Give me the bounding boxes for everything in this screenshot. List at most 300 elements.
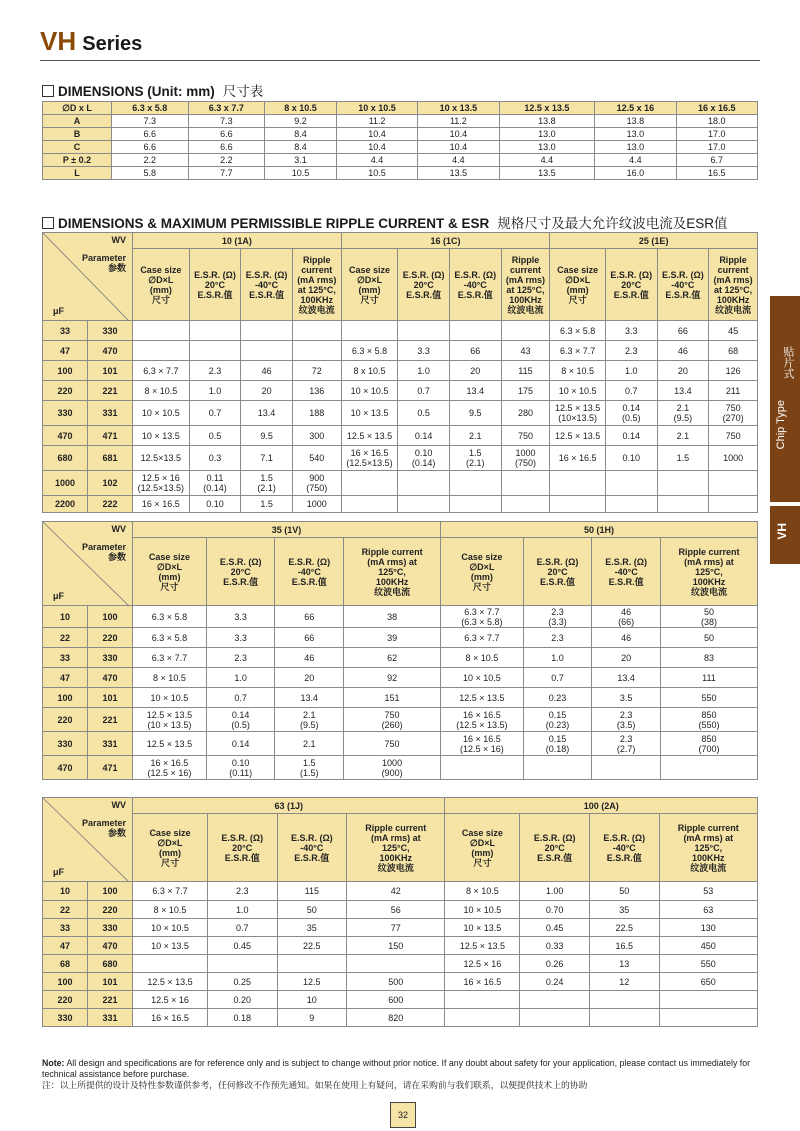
spec-cell xyxy=(398,381,450,401)
parameter-cn: 参数 xyxy=(107,828,126,838)
spec-cell xyxy=(501,401,550,426)
cell-line: (9.5) xyxy=(300,719,319,730)
cell-line: 136 xyxy=(309,385,325,396)
header-line: Ripple current xyxy=(365,822,427,833)
page-number: 32 xyxy=(390,1102,416,1128)
dim-cell: 2.2 xyxy=(112,154,189,167)
spec-cell xyxy=(206,688,275,708)
header-line: -40°C xyxy=(612,842,636,853)
cell-line: 10 × 10.5 xyxy=(463,904,502,915)
note-english: All design and specifications are for reference only and is subject to change without prior notice. If any doubt about safety for your application, please contact us immediately for technical assistance before purchase. xyxy=(42,1058,751,1079)
cell-line: 22.5 xyxy=(615,922,634,933)
empty-cell xyxy=(398,496,450,513)
header-line: Case size xyxy=(349,264,391,275)
cell-line: 0.18 xyxy=(233,1012,251,1023)
spec-cell xyxy=(206,606,275,628)
dim-cell: 6.6 xyxy=(188,141,265,154)
capacitance-row xyxy=(43,668,758,688)
empty-cell xyxy=(449,321,501,341)
dim-cell: 4.4 xyxy=(336,154,417,167)
header-line: 20°C xyxy=(547,566,568,577)
spec-cell xyxy=(347,882,445,901)
capacitance-row xyxy=(43,321,758,341)
empty-cell xyxy=(659,1009,757,1027)
voltage-group-row xyxy=(43,798,758,814)
capacitance-code: 681 xyxy=(88,446,133,471)
spec-cell xyxy=(207,1009,277,1027)
cell-line: 600 xyxy=(388,994,404,1005)
capacitance-code: 221 xyxy=(88,381,133,401)
spec-cell xyxy=(133,919,208,937)
spec-cell xyxy=(657,381,709,401)
ripple-current-header xyxy=(709,249,758,321)
empty-cell xyxy=(189,341,241,361)
spec-cell xyxy=(550,361,606,381)
esr-20c-header xyxy=(206,538,275,606)
cell-line: 56 xyxy=(390,904,401,915)
cell-line: 16 × 16.5 xyxy=(350,448,389,458)
cell-line: 1.0 xyxy=(234,672,247,683)
spec-cell xyxy=(592,628,661,648)
cell-line: 550 xyxy=(700,958,716,969)
spec-cell xyxy=(605,381,657,401)
header-line: Ripple current xyxy=(678,546,740,557)
cell-line: 50 xyxy=(703,606,714,617)
dim-row xyxy=(43,167,758,180)
spec-cell xyxy=(133,496,190,513)
spec-cell xyxy=(344,732,441,756)
cell-line: 0.45 xyxy=(545,922,564,933)
spec-cell xyxy=(550,321,606,341)
header-line: ∅D×L xyxy=(157,837,183,848)
cell-line: 12.5 × 13.5 xyxy=(147,976,193,987)
header-line: E.S.R. (Ω) xyxy=(605,556,647,567)
ripple-title: DIMENSIONS & MAXIMUM PERMISSIBLE RIPPLE CURRENT & ESR xyxy=(58,216,490,231)
cell-line: 1.0 xyxy=(551,652,564,663)
header-line: 20°C xyxy=(232,842,253,853)
cell-line: 8 × 10.5 xyxy=(466,886,499,896)
header-line: 100KHz xyxy=(692,576,726,587)
header-line: E.S.R. (Ω) xyxy=(454,269,497,280)
spec-cell xyxy=(441,732,524,756)
cell-line: 22.5 xyxy=(303,940,321,951)
header-line: E.S.R.值 xyxy=(223,576,259,587)
header-line: current xyxy=(301,264,333,275)
cell-line: 111 xyxy=(702,672,716,683)
spec-cell xyxy=(501,446,550,471)
cell-line: 0.14 xyxy=(622,403,640,413)
spec-cell xyxy=(241,471,293,496)
empty-cell xyxy=(605,471,657,496)
cell-line: 20 xyxy=(677,365,688,376)
cell-line: 2.3 xyxy=(208,365,222,376)
dim-cell: 6.6 xyxy=(112,141,189,154)
spec-cell xyxy=(441,688,524,708)
capacitance-code: 220 xyxy=(88,901,133,919)
header-line: Case size xyxy=(149,827,191,838)
parameter-corner-cell xyxy=(43,798,133,882)
cell-line: 6.3 × 5.8 xyxy=(351,345,388,356)
spec-cell xyxy=(657,321,709,341)
cell-line: 16 × 16.5 xyxy=(463,976,502,987)
header-line: 100KHz xyxy=(300,294,334,305)
header-line: ∅D×L xyxy=(156,561,182,572)
case-size-header xyxy=(441,538,524,606)
capacitance-uf: 100 xyxy=(43,688,88,708)
capacitance-uf: 220 xyxy=(43,991,88,1009)
cell-line: 9.5 xyxy=(260,430,273,441)
parameter-label xyxy=(82,253,126,273)
cell-line: 12 xyxy=(619,976,630,987)
cell-line: 6.3 × 7.7 xyxy=(151,652,188,663)
cell-line: 1000 xyxy=(723,453,744,463)
header-line: E.S.R.值 xyxy=(540,576,576,587)
dim-cell: 7.7 xyxy=(188,167,265,180)
cell-line: 0.7 xyxy=(624,385,638,396)
voltage-group-row xyxy=(43,233,758,249)
parameter-label xyxy=(82,542,126,562)
capacitance-uf: 10 xyxy=(43,882,88,901)
capacitance-row xyxy=(43,937,758,955)
parameter-corner-cell xyxy=(43,522,133,606)
series-code: VH xyxy=(40,26,77,56)
cell-line: (700) xyxy=(698,743,720,754)
header-line: at 125°C, xyxy=(297,284,336,295)
spec-cell xyxy=(657,426,709,446)
spec-cell xyxy=(501,426,550,446)
cell-line: 1000 xyxy=(306,499,327,509)
spec-cell xyxy=(605,341,657,361)
cell-line: 300 xyxy=(309,430,325,441)
cell-line: 16 × 16.5 xyxy=(151,1012,189,1023)
dim-cell: 13.5 xyxy=(418,167,499,180)
header-line: 20°C xyxy=(204,279,226,290)
cell-line: 46 xyxy=(261,365,272,376)
capacitance-uf: 47 xyxy=(43,341,88,361)
capacitance-uf: 680 xyxy=(43,446,88,471)
dim-cell: 13.0 xyxy=(499,141,595,154)
cell-line: 10 × 13.5 xyxy=(151,940,189,951)
header-line: 20°C xyxy=(413,279,434,290)
spec-cell xyxy=(133,606,207,628)
header-line: E.S.R.值 xyxy=(457,289,493,300)
spec-cell xyxy=(277,973,347,991)
dim-col-header: 16 x 16.5 xyxy=(676,102,757,115)
capacitance-code: 470 xyxy=(88,341,133,361)
cell-line: 12.5 × 13.5 xyxy=(146,709,193,720)
header-line: 尺寸 xyxy=(473,857,492,868)
spec-cell xyxy=(189,361,241,381)
cell-line: 43 xyxy=(520,345,531,356)
spec-cell xyxy=(133,688,207,708)
wv-label: WV xyxy=(111,800,126,810)
dim-cell: 6.6 xyxy=(112,128,189,141)
cell-line: 0.33 xyxy=(545,940,564,951)
dim-cell: 9.2 xyxy=(265,115,337,128)
dim-cell: 2.2 xyxy=(188,154,265,167)
spec-cell xyxy=(398,361,450,381)
capacitance-code: 331 xyxy=(88,732,133,756)
capacitance-uf: 68 xyxy=(43,955,88,973)
header-line: Ripple xyxy=(719,254,747,265)
cell-line: 1.5 xyxy=(260,473,273,483)
capacitance-code: 330 xyxy=(88,648,133,668)
header-line: -40°C xyxy=(300,842,324,853)
header-line: E.S.R. (Ω) xyxy=(603,832,646,843)
ripple-table-63-100v xyxy=(42,797,758,1027)
spec-cell xyxy=(344,708,441,732)
capacitance-row xyxy=(43,919,758,937)
cell-line: 0.23 xyxy=(548,692,567,703)
cell-line: 9 xyxy=(309,1012,315,1023)
cell-line: 6.3 × 7.7 xyxy=(560,345,596,356)
cell-line: 6.3 × 5.8 xyxy=(560,325,596,336)
dim-row-label: B xyxy=(43,128,112,141)
header-line: 125°C, xyxy=(695,566,723,577)
spec-cell xyxy=(277,919,347,937)
column-subheader-row xyxy=(43,249,758,321)
spec-cell xyxy=(277,882,347,901)
cell-line: 2.3 xyxy=(235,886,249,896)
spec-cell xyxy=(206,732,275,756)
cell-line: 0.10 xyxy=(622,453,640,463)
capacitance-code: 100 xyxy=(88,882,133,901)
header-line: 100KHz xyxy=(379,852,413,863)
empty-cell xyxy=(445,991,520,1009)
case-size-header xyxy=(133,538,207,606)
dim-col-header: 12.5 x 13.5 xyxy=(499,102,595,115)
spec-cell xyxy=(550,401,606,426)
spec-cell xyxy=(133,401,190,426)
header-line: E.S.R.值 xyxy=(613,289,649,300)
cell-line: 0.5 xyxy=(208,430,222,441)
header-line: 125°C, xyxy=(694,842,723,853)
cell-line: 2.1 xyxy=(676,403,690,413)
cell-line: 20 xyxy=(261,385,272,396)
header-line: E.S.R. (Ω) xyxy=(610,269,653,280)
header-line: (mA rms) xyxy=(505,274,546,285)
spec-cell xyxy=(341,341,398,361)
spec-cell xyxy=(341,381,398,401)
spec-cell xyxy=(709,321,758,341)
voltage-group-row xyxy=(43,522,758,538)
cell-line: (2.1) xyxy=(466,458,485,468)
cell-line: 0.24 xyxy=(545,976,564,987)
spec-cell xyxy=(592,648,661,668)
cell-line: (2.7) xyxy=(616,743,636,754)
spec-cell xyxy=(449,426,501,446)
cell-line: (12.5 × 16) xyxy=(460,743,504,754)
cell-line: 1.5 xyxy=(303,757,316,768)
dim-cell: 7.3 xyxy=(188,115,265,128)
cell-line: 650 xyxy=(700,976,716,987)
capacitance-uf: 470 xyxy=(43,426,88,446)
cell-line: 0.7 xyxy=(208,408,222,418)
header-line: Case size xyxy=(461,551,503,562)
capacitance-uf: 22 xyxy=(43,628,88,648)
dim-cell: 6.7 xyxy=(676,154,757,167)
dim-cell: 10.4 xyxy=(418,128,499,141)
header-line: 纹波电流 xyxy=(377,862,414,873)
spec-cell xyxy=(398,401,450,426)
header-line: E.S.R.值 xyxy=(606,852,642,863)
cell-line: 1.00 xyxy=(545,886,564,896)
spec-cell xyxy=(520,882,590,901)
cell-line: (0.5) xyxy=(621,413,641,423)
dim-row-label: P ± 0.2 xyxy=(43,154,112,167)
cell-line: 115 xyxy=(518,365,533,376)
dim-header-row xyxy=(43,102,758,115)
chip-type-label-cn: 贴片式 xyxy=(782,346,794,379)
cell-line: (0.14) xyxy=(411,458,436,468)
spec-cell xyxy=(277,901,347,919)
cell-line: 0.14 xyxy=(231,738,250,749)
spec-cell xyxy=(344,668,441,688)
cell-line: 50 xyxy=(703,632,714,643)
empty-cell xyxy=(589,1009,659,1027)
spec-cell xyxy=(275,606,344,628)
spec-cell xyxy=(133,901,208,919)
spec-cell xyxy=(659,937,757,955)
cell-line: 0.45 xyxy=(233,940,251,951)
cell-line: 16 × 16.5 xyxy=(462,709,501,720)
cell-line: 130 xyxy=(700,922,716,933)
header-line: E.S.R.值 xyxy=(406,289,442,300)
dim-cell: 8.4 xyxy=(265,128,337,141)
vh-tab-label: VH xyxy=(775,523,789,540)
header-line: E.S.R. (Ω) xyxy=(221,832,264,843)
spec-cell xyxy=(449,446,501,471)
spec-cell xyxy=(449,401,501,426)
header-line: -40°C xyxy=(614,566,638,577)
dim-row-label: L xyxy=(43,167,112,180)
dimensions-heading xyxy=(42,80,263,100)
cell-line: 750 xyxy=(384,738,400,749)
spec-cell xyxy=(589,937,659,955)
spec-cell xyxy=(660,708,757,732)
spec-cell xyxy=(550,446,606,471)
header-line: E.S.R.值 xyxy=(537,852,573,863)
spec-cell xyxy=(605,361,657,381)
cell-line: (12.5 × 13.5) xyxy=(456,719,508,730)
header-line: Ripple xyxy=(511,254,540,265)
capacitance-row xyxy=(43,401,758,426)
cell-line: 0.7 xyxy=(551,672,564,683)
empty-cell xyxy=(341,471,398,496)
spec-cell xyxy=(189,446,241,471)
spec-cell xyxy=(341,426,398,446)
cell-line: 1000 xyxy=(382,757,403,768)
spec-cell xyxy=(523,668,592,688)
spec-cell xyxy=(292,471,341,496)
dim-cell: 3.1 xyxy=(265,154,337,167)
cell-line: 35 xyxy=(306,922,317,933)
spec-cell xyxy=(501,341,550,361)
spec-cell xyxy=(207,919,277,937)
capacitance-code: 331 xyxy=(88,1009,133,1027)
capacitance-code: 680 xyxy=(88,955,133,973)
empty-cell xyxy=(241,321,293,341)
empty-cell xyxy=(207,955,277,973)
header-line: 尺寸 xyxy=(160,581,179,592)
dimensions-title-cn: 尺寸表 xyxy=(222,84,264,99)
cell-line: 0.26 xyxy=(545,958,564,969)
spec-cell xyxy=(659,955,757,973)
cell-line: (270) xyxy=(722,413,744,423)
dim-cell: 18.0 xyxy=(676,115,757,128)
capacitance-row xyxy=(43,471,758,496)
spec-cell xyxy=(445,955,520,973)
case-size-header xyxy=(341,249,398,321)
header-line: E.S.R.值 xyxy=(224,852,260,863)
cell-line: 0.14 xyxy=(414,430,433,441)
dim-cell: 13.8 xyxy=(595,115,676,128)
parameter-en: Parameter xyxy=(81,818,126,828)
spec-cell xyxy=(241,426,293,446)
header-line: 100KHz xyxy=(509,294,542,305)
note-chinese: 注：以上所提供的设计及特性参数谨供参考，任何修改不作预先通知。如果在使用上有疑问，请在采购前与我们联系，以便提供技术上的协助 xyxy=(42,1080,588,1090)
cell-line: 62 xyxy=(387,652,398,663)
spec-cell xyxy=(133,937,208,955)
spec-cell xyxy=(659,919,757,937)
cell-line: 3.3 xyxy=(624,325,638,336)
voltage-group-header: 10 (1A) xyxy=(133,233,342,249)
empty-cell xyxy=(241,341,293,361)
spec-cell xyxy=(592,688,661,708)
cell-line: 126 xyxy=(725,365,741,376)
spec-cell xyxy=(441,668,524,688)
cell-line: 0.7 xyxy=(417,385,430,396)
cell-line: 12.5 × 16 xyxy=(463,958,502,969)
capacitance-code: 330 xyxy=(88,321,133,341)
cell-line: (0.5) xyxy=(231,719,250,730)
dim-cell: 13.0 xyxy=(595,141,676,154)
cell-line: 3.5 xyxy=(619,692,633,703)
spec-cell xyxy=(241,361,293,381)
spec-cell xyxy=(657,446,709,471)
cell-line: 72 xyxy=(311,365,322,376)
dim-cell: 10.4 xyxy=(336,128,417,141)
dim-corner: ∅D x L xyxy=(43,102,112,115)
spec-cell xyxy=(344,648,441,668)
capacitance-code: 101 xyxy=(88,361,133,381)
ripple-table-10-16-25v xyxy=(42,232,758,513)
spec-cell xyxy=(605,426,657,446)
cell-line: 68 xyxy=(728,345,739,356)
spec-cell xyxy=(709,361,758,381)
cell-line: 2.3 xyxy=(619,709,633,720)
spec-cell xyxy=(347,901,445,919)
spec-cell xyxy=(133,882,208,901)
cell-line: 211 xyxy=(725,385,741,396)
spec-cell xyxy=(501,381,550,401)
cell-line: 850 xyxy=(701,733,717,744)
header-line: E.S.R.值 xyxy=(608,576,644,587)
header-line: Ripple current xyxy=(361,546,423,557)
spec-cell xyxy=(709,426,758,446)
header-line: 纹波电流 xyxy=(374,586,411,597)
header-line: 纹波电流 xyxy=(298,304,335,315)
esr-minus40c-header xyxy=(589,814,659,882)
spec-cell xyxy=(133,708,207,732)
cell-line: 150 xyxy=(388,940,404,951)
empty-cell xyxy=(523,756,592,780)
cell-line: 2.3 xyxy=(551,606,564,617)
cell-line: 6.3 × 7.7 xyxy=(152,886,188,896)
cell-line: 750 xyxy=(517,430,533,441)
cell-line: 10 × 13.5 xyxy=(141,430,180,441)
dim-row-label: A xyxy=(43,115,112,128)
